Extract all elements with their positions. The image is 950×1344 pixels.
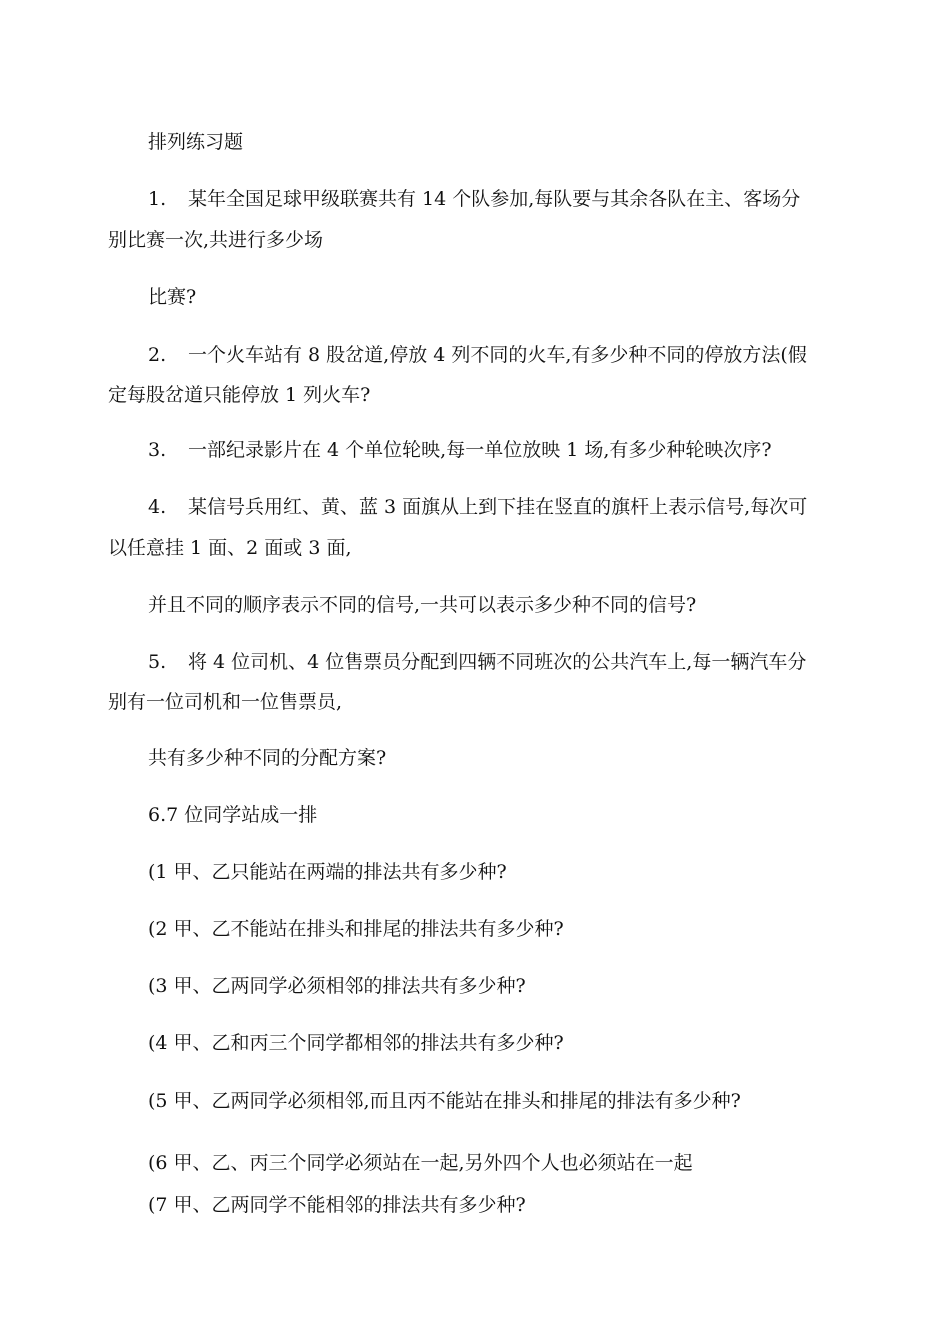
- question-1-text: 某年全国足球甲级联赛共有 14 个队参加,每队要与其余各队在主、客场分: [188, 188, 801, 210]
- question-6-sub-1: (1 甲、乙只能站在两端的排法共有多少种?: [148, 861, 507, 883]
- question-1-line-1: [148, 187, 800, 211]
- question-1-number: 1.: [148, 188, 167, 210]
- question-4-line-3: 并且不同的顺序表示不同的信号,一共可以表示多少种不同的信号?: [148, 594, 697, 616]
- question-5-text: 将 4 位司机、4 位售票员分配到四辆不同班次的公共汽车上,每一辆汽车分: [188, 651, 807, 673]
- question-6-sub-3: (3 甲、乙两同学必须相邻的排法共有多少种?: [148, 975, 526, 997]
- question-3-number: 3.: [148, 439, 167, 461]
- question-1-line-3: 比赛?: [148, 286, 197, 308]
- question-4-line-1: [148, 495, 807, 519]
- question-3-text: 一部纪录影片在 4 个单位轮映,每一单位放映 1 场,有多少种轮映次序?: [188, 439, 772, 461]
- question-6-intro: 6.7 位同学站成一排: [148, 804, 318, 826]
- question-5-number: 5.: [148, 651, 167, 673]
- document-title: 排列练习题: [148, 131, 244, 153]
- question-2-text: 一个火车站有 8 股岔道,停放 4 列不同的火车,有多少种不同的停放方法(假: [188, 344, 807, 366]
- question-4-line-2: 以任意挂 1 面、2 面或 3 面,: [108, 537, 352, 559]
- question-5-line-1: [148, 650, 806, 674]
- question-6-sub-4: (4 甲、乙和丙三个同学都相邻的排法共有多少种?: [148, 1032, 564, 1054]
- question-5-line-2: 别有一位司机和一位售票员,: [108, 691, 343, 713]
- question-5-line-3: 共有多少种不同的分配方案?: [148, 747, 387, 769]
- question-4-number: 4.: [148, 496, 167, 518]
- question-6-sub-2: (2 甲、乙不能站在排头和排尾的排法共有多少种?: [148, 918, 564, 940]
- question-3-line-1: [148, 438, 772, 462]
- question-4-text: 某信号兵用红、黄、蓝 3 面旗从上到下挂在竖直的旗杆上表示信号,每次可: [188, 496, 808, 518]
- question-6-sub-7: (7 甲、乙两同学不能相邻的排法共有多少种?: [148, 1194, 526, 1216]
- question-6-sub-6: (6 甲、乙、丙三个同学必须站在一起,另外四个人也必须站在一起: [148, 1152, 693, 1174]
- question-2-line-2: 定每股岔道只能停放 1 列火车?: [108, 384, 371, 406]
- question-6-sub-5: (5 甲、乙两同学必须相邻,而且丙不能站在排头和排尾的排法有多少种?: [148, 1090, 741, 1112]
- question-2-line-1: [148, 343, 807, 367]
- question-1-line-2: 别比赛一次,共进行多少场: [108, 229, 324, 251]
- question-2-number: 2.: [148, 344, 167, 366]
